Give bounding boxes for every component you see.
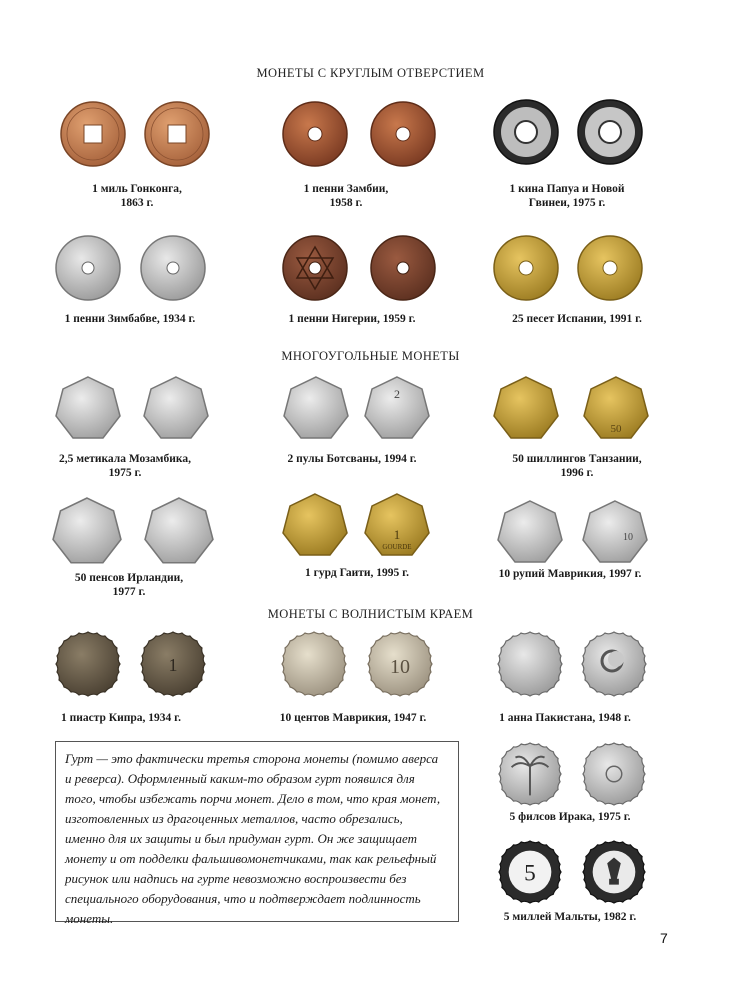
coin-zambia-obverse	[282, 101, 348, 167]
coin-hongkong-reverse	[144, 101, 210, 167]
coin-tanzania-obverse	[493, 376, 559, 442]
caption-mauritius97: 10 рупий Маврикия, 1997 г.	[498, 568, 642, 580]
coin-zambia-reverse	[370, 101, 436, 167]
caption-tanzania: 50 шиллингов Танзании, 1996 г.	[512, 453, 642, 479]
section-title-polygonal: МНОГОУГОЛЬНЫЕ МОНЕТЫ	[281, 349, 460, 363]
coin-iraq-obverse	[498, 742, 562, 806]
coin-iraq-reverse	[582, 742, 646, 806]
section-title-round-hole: МОНЕТЫ С КРУГЛЫМ ОТВЕРСТИЕМ	[256, 66, 485, 80]
coin-tanzania-reverse	[583, 376, 649, 442]
coin-malta-obverse	[498, 840, 562, 904]
mauritius47-value: 10	[390, 656, 410, 678]
caption-pakistan: 1 анна Пакистана, 1948 г.	[499, 712, 631, 724]
caption-iraq: 5 филсов Ирака, 1975 г.	[509, 811, 631, 823]
info-line: того, чтобы избежать порчи монет. Дело в том, что края монет,	[65, 791, 441, 806]
caption-mozambique: 2,5 метикала Мозамбика, 1975 г.	[59, 453, 191, 479]
caption-haiti: 1 гурд Гаити, 1995 г.	[305, 567, 409, 579]
coin-ireland-reverse	[144, 497, 214, 567]
coin-png-reverse	[577, 99, 643, 165]
caption-hongkong: 1 миль Гонконга, 1863 г.	[92, 183, 182, 209]
coin-spain-obverse	[493, 235, 559, 301]
info-line: рисунок или надпись на гурте невозможно воспроизвести без	[65, 871, 407, 886]
coin-mauritius97-reverse	[582, 500, 648, 566]
caption-nigeria: 1 пенни Нигерии, 1959 г.	[288, 313, 416, 325]
caption-spain: 25 песет Испании, 1991 г.	[512, 313, 642, 325]
mauritius97-value: 10	[623, 532, 633, 543]
caption-zambia: 1 пенни Замбии, 1958 г.	[303, 183, 389, 209]
caption-malta: 5 миллей Мальты, 1982 г.	[503, 911, 637, 923]
coin-haiti-reverse	[364, 493, 430, 559]
info-line: изготовленных из драгоценных металлов, часто обрезались,	[65, 811, 403, 826]
coin-cyprus-reverse	[140, 631, 206, 697]
caption-botswana: 2 пулы Ботсваны, 1994 г.	[287, 453, 417, 465]
info-line: и реверса). Оформленный каким-то образом гурт появился для	[65, 771, 415, 786]
coin-cyprus-obverse	[55, 631, 121, 697]
coin-malta-reverse	[582, 840, 646, 904]
info-line: специального оборудования, что и подтверждает подлинность	[65, 891, 421, 906]
caption-zimbabwe: 1 пенни Зимбабве, 1934 г.	[64, 313, 196, 325]
coin-spain-reverse	[577, 235, 643, 301]
info-line: Гурт — это фактически третья сторона монеты (помимо аверса	[65, 751, 439, 766]
tanzania-value: 50	[610, 423, 622, 435]
coin-zimbabwe-reverse	[140, 235, 206, 301]
caption-cyprus: 1 пиастр Кипра, 1934 г.	[61, 712, 181, 724]
coin-mozambique-obverse	[55, 376, 121, 442]
coin-hongkong-obverse	[60, 101, 126, 167]
coin-botswana-reverse	[364, 376, 430, 442]
coin-pakistan-obverse	[497, 631, 563, 697]
caption-png: 1 кина Папуа и Новой Гвинеи, 1975 г.	[509, 183, 625, 209]
page-number: 7	[660, 930, 668, 946]
caption-ireland: 50 пенсов Ирландии, 1977 г.	[74, 572, 184, 598]
caption-mauritius47: 10 центов Маврикия, 1947 г.	[279, 712, 427, 724]
malta-value: 5	[524, 860, 536, 887]
coin-png-obverse	[493, 99, 559, 165]
info-line: монеты.	[65, 911, 114, 926]
coin-mozambique-reverse	[143, 376, 209, 442]
coin-mauritius47-reverse	[367, 631, 433, 697]
section-title-wavy: МОНЕТЫ С ВОЛНИСТЫМ КРАЕМ	[267, 607, 474, 621]
info-box-edge	[55, 741, 459, 926]
coin-zimbabwe-obverse	[55, 235, 121, 301]
coin-botswana-obverse	[283, 376, 349, 442]
haiti-unit: GOURDE	[382, 543, 412, 551]
coin-mauritius47-obverse	[281, 631, 347, 697]
info-line: именно для их защиты и был придуман гурт. Он же защищает	[65, 831, 418, 846]
botswana-value: 2	[394, 387, 400, 401]
coin-pakistan-reverse	[581, 631, 647, 697]
cyprus-value: 1	[168, 655, 178, 675]
coin-mauritius97-obverse	[497, 500, 563, 566]
coin-nigeria-obverse	[282, 235, 348, 301]
info-line: монету и от подделки фальшивомонетчиками, так как рельефный	[65, 851, 437, 866]
coin-ireland-obverse	[52, 497, 122, 567]
coin-nigeria-reverse	[370, 235, 436, 301]
coin-haiti-obverse	[282, 493, 348, 559]
haiti-value: 1	[393, 527, 401, 542]
